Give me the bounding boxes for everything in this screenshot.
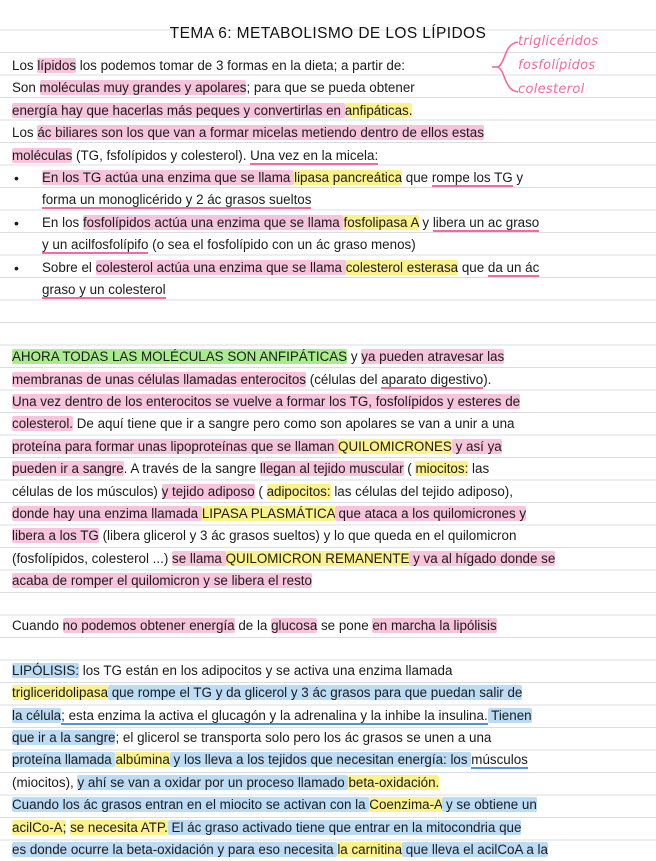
highlighted-text: llegan al tejido muscular	[259, 461, 404, 477]
highlighted-text: que ir a la sangre	[12, 730, 116, 745]
note-line	[12, 817, 642, 839]
text-segment: los TG están en los adipocitos y se activa una enzima llamada	[79, 662, 453, 678]
text-segment: células de los músculos)	[12, 483, 162, 499]
page-title: TEMA 6: METABOLISMO DE LOS LÍPIDOS	[169, 25, 487, 42]
note-line	[12, 593, 642, 615]
highlighted-text: acaba de romper el quilomicron y se libera el resto	[12, 573, 312, 589]
highlighted-text: moléculas	[12, 147, 73, 163]
text-segment: y	[512, 170, 524, 185]
highlighted-text: El ác graso activado tiene que entrar en la mitocondria que	[167, 819, 522, 835]
note-line	[42, 212, 642, 234]
note-line	[12, 503, 642, 525]
highlighted-text: en marcha la lipólisis	[372, 618, 497, 633]
highlighted-text: QUILOMICRON REMANENTE	[225, 550, 410, 566]
highlighted-text: se necesita ATP.	[70, 819, 168, 835]
highlighted-text: trigliceridolipasa	[12, 685, 109, 701]
highlighted-text: acilCo-A;	[12, 819, 67, 835]
note-line	[12, 548, 642, 570]
text-segment: que	[458, 259, 488, 275]
highlighted-text: fosfolipasa A	[343, 214, 419, 230]
highlighted-text: no podemos obtener energía	[62, 618, 235, 633]
note-line	[42, 234, 642, 256]
note-line	[12, 615, 642, 637]
highlighted-text: ya pueden atravesar las	[361, 349, 505, 365]
note-line	[12, 660, 642, 682]
highlighted-text: proteína llamada	[12, 752, 116, 768]
highlighted-text: es donde ocurre la beta-oxidación y para eso necesita	[12, 842, 338, 857]
underlined-text: músculos	[471, 752, 528, 768]
text-segment: de la	[234, 618, 272, 633]
note-line	[12, 458, 642, 480]
note-line	[12, 346, 642, 368]
highlighted-text: albúmina	[115, 752, 170, 768]
highlighted-text: colesterol actúa una enzima que se llama	[95, 259, 346, 275]
note-line	[12, 301, 642, 323]
highlighted-text: que rompe el TG y da glicerol y 3 ác grasos para que puedan salir de	[108, 685, 523, 701]
highlighted-text: QUILOMICRONES	[338, 438, 452, 454]
text-segment: que	[402, 170, 432, 185]
highlighted-text: se llama	[172, 550, 226, 566]
underlined-text: Una vez en la micela:	[250, 147, 379, 163]
text-segment: Los	[12, 125, 38, 141]
text-segment: (miocitos),	[12, 774, 78, 790]
highlighted-text: pueden ir a sangre	[12, 461, 124, 477]
underlined-text: aparato digestivo	[381, 371, 484, 387]
bullet-icon: •	[14, 259, 19, 276]
note-line	[12, 772, 642, 794]
text-segment: se pone	[317, 618, 373, 633]
note-line	[12, 413, 642, 435]
highlighted-text: y va al hígado donde se	[409, 550, 556, 566]
highlighted-text: Una vez dentro de los enterocitos se vuelve a formar los TG, fosfolípidos y esteres de	[12, 394, 521, 409]
note-line	[12, 570, 642, 592]
underlined-text: ; esta enzima la activa el glucagón y la adrenalina y la inhibe la insulina.	[61, 707, 488, 723]
bullet-icon: •	[14, 170, 19, 186]
highlighted-text: lipasa pancreática	[294, 170, 403, 185]
highlighted-text: y los lleva a los tejidos que necesitan energía: los	[169, 752, 472, 768]
note-line	[12, 839, 642, 861]
text-segment: y	[418, 214, 433, 230]
note-line	[12, 391, 642, 413]
note-line	[12, 436, 642, 458]
highlighted-text: y se obtiene un	[442, 797, 537, 813]
note-line	[12, 682, 642, 704]
underlined-text: libera un ac graso	[432, 214, 540, 230]
note-line	[42, 257, 642, 279]
note-line	[42, 189, 642, 211]
underlined-text: da un ác	[487, 259, 540, 275]
text-segment: (	[254, 483, 267, 499]
text-segment: Son	[12, 80, 40, 96]
highlighted-text: Cuando los ác grasos entran en el miocito se activan con la	[12, 797, 370, 813]
highlighted-text: LIPASA PLASMÁTICA	[201, 506, 335, 521]
note-line	[12, 145, 642, 167]
note-line	[12, 749, 642, 771]
underlined-text: forma un monoglicérido y 2 ác grasos sueltos	[42, 192, 312, 208]
note-line	[12, 481, 642, 503]
highlighted-text: colesterol esterasa	[345, 259, 459, 275]
text-segment: De aquí tiene que ir a sangre pero como son apolares se van a unir a una	[73, 416, 515, 432]
margin-note-trigliceridos: triglicéridos	[518, 34, 599, 49]
text-segment: (fosfolípidos, colesterol ...)	[12, 550, 173, 566]
text-segment: Cuando	[12, 618, 63, 633]
highlighted-text: la célula	[12, 707, 62, 723]
text-segment: ; el glicerol se transporta solo pero los ác grasos se unen a una	[115, 730, 492, 745]
note-line	[12, 525, 642, 547]
highlighted-text: AHORA TODAS LAS MOLÉCULAS SON ANFIPÁTICAS	[12, 349, 348, 365]
highlighted-text: beta-oxidación.	[348, 774, 440, 790]
underlined-text: graso y un colesterol	[42, 282, 166, 297]
text-segment: Sobre el	[42, 259, 96, 275]
note-line	[12, 705, 642, 727]
highlighted-text: membranas de unas células llamadas enterocitos	[12, 371, 307, 387]
text-segment: y	[347, 349, 362, 365]
note-line	[12, 324, 642, 346]
text-segment: (TG, fsfolípidos y colesterol).	[72, 147, 251, 163]
text-segment: . A través de la sangre	[123, 461, 260, 477]
text-segment: ; para que se pueda obtener	[246, 80, 415, 96]
text-segment: Los	[12, 58, 38, 73]
highlighted-text: Tienen	[487, 707, 532, 723]
note-line	[42, 279, 642, 301]
highlighted-text: lípidos	[37, 58, 77, 73]
text-segment: (libera glicerol y 3 ác grasos sueltos) y lo que queda en el quilomicron	[98, 528, 517, 544]
text-segment: En los	[42, 214, 83, 230]
highlighted-text: adipocitos:	[266, 483, 331, 499]
bullet-icon: •	[14, 214, 19, 231]
highlighted-text: colesterol.	[12, 416, 74, 432]
note-line	[12, 55, 642, 77]
note-line	[12, 794, 642, 816]
highlighted-text: fosfolípidos actúa una enzima que se llama	[82, 214, 344, 230]
highlighted-text: que ataca a los quilomicrones y	[334, 506, 527, 521]
note-line	[12, 369, 642, 391]
underlined-text: y un acilfosfolípifo	[42, 237, 149, 253]
highlighted-text: glucosa	[271, 618, 318, 633]
highlighted-text: moléculas muy grandes y apolares	[39, 80, 247, 96]
underlined-text: rompe los TG	[431, 170, 513, 185]
highlighted-text: LIPÓLISIS:	[12, 662, 79, 678]
highlighted-text: la carnitina	[337, 842, 403, 857]
text-segment: los podemos tomar de 3 formas en la dieta; a partir de:	[76, 58, 406, 73]
text-segment: las	[468, 461, 490, 477]
highlighted-text: que lleva el acilCoA a la	[402, 842, 548, 857]
highlighted-text: y así ya	[451, 438, 502, 454]
highlighted-text: anfipáticas.	[344, 102, 413, 118]
note-line	[12, 727, 642, 749]
highlighted-text: En los TG actúa una enzima que se llama	[42, 170, 295, 185]
note-line	[12, 77, 642, 99]
highlighted-text: miocitos:	[415, 461, 469, 477]
note-line	[12, 100, 642, 122]
text-segment: (o sea el fosfolípido con un ác graso menos)	[148, 237, 416, 253]
note-line	[42, 167, 642, 189]
text-segment: las células del tejido adiposo),	[330, 483, 513, 499]
text-segment: ).	[483, 371, 492, 387]
highlighted-text: ác biliares son los que van a formar micelas metiendo dentro de ellos estas	[37, 125, 484, 141]
margin-note-fosfolipidos: fosfolípidos	[518, 58, 596, 73]
text-segment: (	[403, 461, 416, 477]
margin-note-colesterol: colesterol	[518, 82, 585, 97]
highlighted-text: y ahí se van a oxidar por un proceso llamado	[77, 774, 349, 790]
text-segment: (células del	[306, 371, 382, 387]
highlighted-text: Coenzima-A	[369, 797, 443, 813]
highlighted-text: donde hay una enzima llamada	[12, 506, 202, 521]
highlighted-text: energía hay que hacerlas más peques y convertirlas en	[12, 102, 345, 118]
note-line	[12, 637, 642, 659]
note-line	[12, 122, 642, 144]
highlighted-text: proteína para formar unas lipoproteínas que se llaman	[12, 438, 339, 454]
highlighted-text: libera a los TG	[12, 528, 99, 544]
highlighted-text: y tejido adiposo	[161, 483, 255, 499]
